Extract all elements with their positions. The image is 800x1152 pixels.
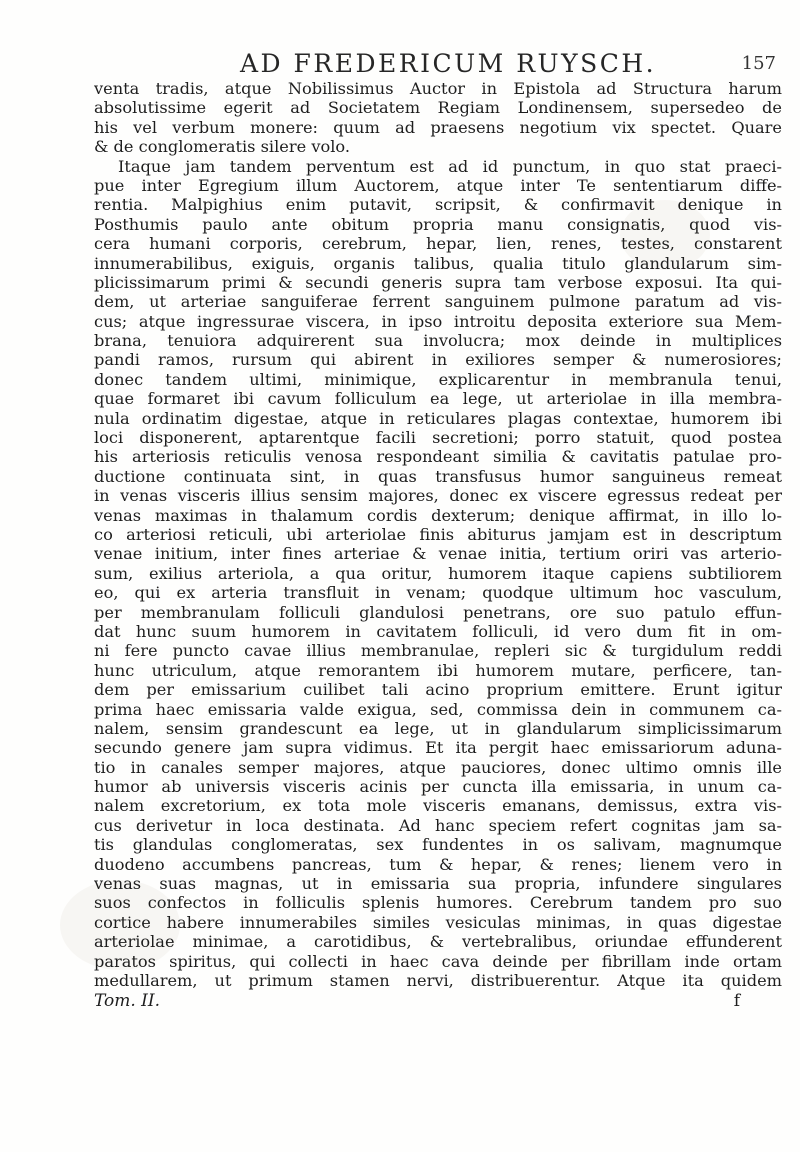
text-line: medullarem, ut primum stamen nervi, distribuerentur. Atque ita quidem bbox=[94, 970, 782, 990]
text-line: pue inter Egregium illum Auctorem, atque inter Te sententiarum diffe- bbox=[94, 175, 782, 195]
text-line: absolutissime egerit ad Societatem Regiam Londinensem, supersedeo de bbox=[94, 98, 782, 118]
text-line: prima haec emissaria valde exigua, sed, commissa dein in communem ca- bbox=[94, 699, 782, 719]
text-line: eo, qui ex arteria transfluit in venam; quodque ultimum hoc vasculum, bbox=[94, 583, 782, 603]
text-line: cera humani corporis, cerebrum, hepar, lien, renes, testes, constarent bbox=[94, 234, 782, 254]
running-title: AD FREDERICUM RUYSCH. bbox=[240, 49, 657, 78]
volume-signature: Tom. II. bbox=[94, 991, 161, 1012]
text-line: duodeno accumbens pancreas, tum & hepar, & renes; lienem vero in bbox=[94, 854, 782, 874]
text-line: loci disponerent, aptarentque facili secretioni; porro statuit, quod postea bbox=[94, 428, 782, 448]
text-line: suos confectos in folliculis splenis humores. Cerebrum tandem pro suo bbox=[94, 893, 782, 913]
text-line: in venas visceris illius sensim majores, donec ex viscere egressus redeat per bbox=[94, 486, 782, 506]
text-line: nalem excretorium, ex tota mole visceris emanans, demissus, extra vis- bbox=[94, 796, 782, 816]
text-line: his vel verbum monere: quum ad praesens negotium vix spectet. Quare bbox=[94, 117, 782, 137]
text-line: pandi ramos, rursum qui abirent in exiliores semper & numerosiores; bbox=[94, 350, 782, 370]
text-line: co arteriosi reticuli, ubi arteriolae finis abiturus jamjam est in descriptum bbox=[94, 524, 782, 544]
text-line: donec tandem ultimi, minimique, explicarentur in membranula tenui, bbox=[94, 369, 782, 389]
text-line: Itaque jam tandem perventum est ad id punctum, in quo stat praeci- bbox=[118, 156, 782, 176]
text-line: nula ordinatim digestae, atque in reticulares plagas contextae, humorem ibi bbox=[94, 408, 782, 428]
signature-mark: f bbox=[733, 991, 740, 1012]
text-line: plicissimarum primi & secundi generis supra tam verbose exposui. Ita qui- bbox=[94, 272, 782, 292]
text-line: brana, tenuiora adquirerent sua involucra; mox deinde in multiplices bbox=[94, 331, 782, 351]
text-line: his arteriosis reticulis venosa respondeant similia & cavitatis patulae pro- bbox=[94, 447, 782, 467]
text-line: humor ab universis visceris acinis per cuncta illa emissaria, in unum ca- bbox=[94, 777, 782, 797]
text-line: dat hunc suum humorem in cavitatem folliculi, id vero dum fit in om- bbox=[94, 621, 782, 641]
page-number: 157 bbox=[741, 53, 776, 74]
footer-line bbox=[94, 990, 782, 1012]
text-line: & de conglomeratis silere volo. bbox=[94, 137, 350, 157]
text-line: dem, ut arteriae sanguiferae ferrent sanguinem pulmone paratum ad vis- bbox=[94, 292, 782, 312]
text-line: sum, exilius arteriola, a qua oritur, humorem itaque capiens subtiliorem bbox=[94, 563, 782, 583]
text-line: venas suas magnas, ut in emissaria sua propria, infundere singulares bbox=[94, 874, 782, 894]
text-line: hunc utriculum, atque remorantem ibi humorem mutare, perficere, tan- bbox=[94, 660, 782, 680]
text-line: tis glandulas conglomeratas, sex fundentes in os salivam, magnumque bbox=[94, 835, 782, 855]
text-line: venas maximas in thalamum cordis dexterum; denique affirmat, in illo lo- bbox=[94, 505, 782, 525]
text-line: Posthumis paulo ante obitum propria manu consignatis, quod vis- bbox=[94, 214, 782, 234]
text-line: dem per emissarium cuilibet tali acino proprium emittere. Erunt igitur bbox=[94, 680, 782, 700]
text-line: rentia. Malpighius enim putavit, scripsit, & confirmavit denique in bbox=[94, 195, 782, 215]
text-line: quae formaret ibi cavum folliculum ea lege, ut arteriolae in illa membra- bbox=[94, 389, 782, 409]
text-line: innumerabilibus, exiguis, organis talibus, qualia titulo glandularum sim- bbox=[94, 253, 782, 273]
text-line: paratos spiritus, qui collecti in haec cava deinde per fibrillam inde ortam bbox=[94, 951, 782, 971]
text-block bbox=[94, 79, 782, 1012]
text-line: per membranulam folliculi glandulosi penetrans, ore suo patulo effun- bbox=[94, 602, 782, 622]
running-head bbox=[100, 49, 776, 77]
text-line: ni fere puncto cavae illius membranulae, repleri sic & turgidulum reddi bbox=[94, 641, 782, 661]
text-line: tio in canales semper majores, atque pauciores, donec ultimo omnis ille bbox=[94, 757, 782, 777]
text-line: nalem, sensim grandescunt ea lege, ut in glandularum simplicissimarum bbox=[94, 718, 782, 738]
text-line: venae initium, inter fines arteriae & venae initia, tertium oriri vas arterio- bbox=[94, 544, 782, 564]
text-line: arteriolae minimae, a carotidibus, & vertebralibus, oriundae effunderent bbox=[94, 932, 782, 952]
text-line: cus derivetur in loca destinata. Ad hanc speciem refert cognitas jam sa- bbox=[94, 815, 782, 835]
text-line: cus; atque ingressurae viscera, in ipso introitu deposita exteriore sua Mem- bbox=[94, 311, 782, 331]
text-line: secundo genere jam supra vidimus. Et ita pergit haec emissariorum aduna- bbox=[94, 738, 782, 758]
text-line: venta tradis, atque Nobilissimus Auctor in Epistola ad Structura harum bbox=[94, 79, 782, 98]
text-line: ductione continuata sint, in quas transfusus humor sanguineus remeat bbox=[94, 466, 782, 486]
text-line: cortice habere innumerabiles similes vesiculas minimas, in quas digestae bbox=[94, 912, 782, 932]
